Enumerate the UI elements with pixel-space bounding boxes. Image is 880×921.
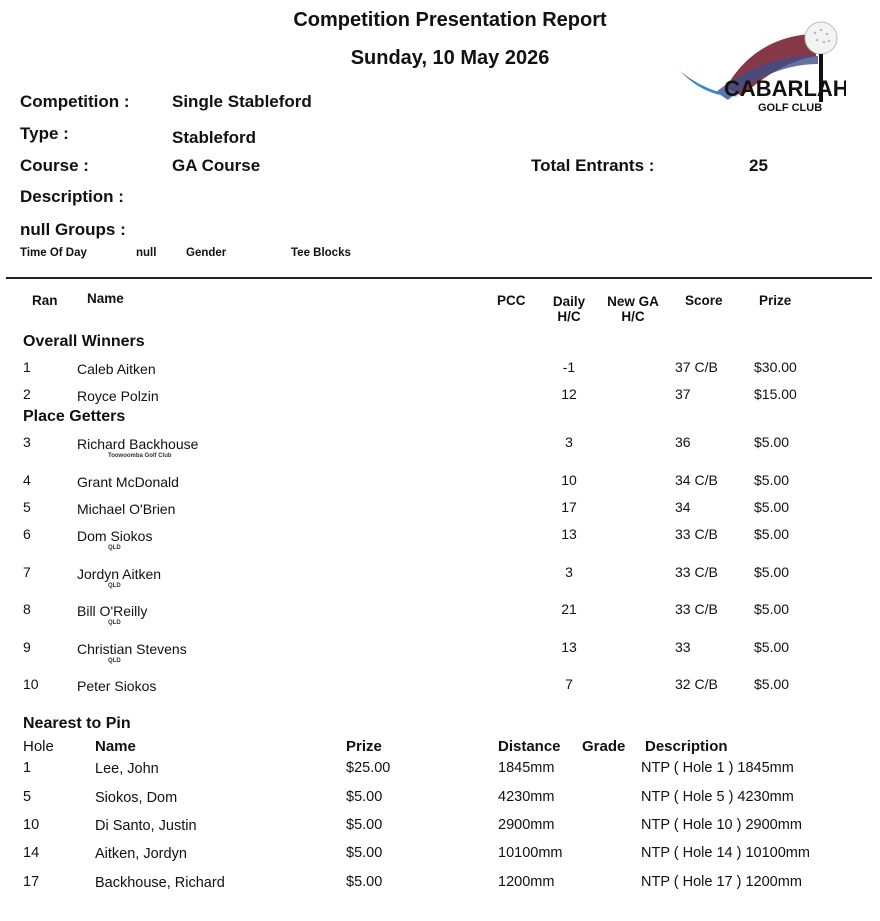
daily-hc-cell: 3	[565, 434, 573, 450]
prize-cell: $5.00	[754, 472, 790, 488]
club-subtext: Toowoomba Golf Club	[108, 453, 172, 459]
daily-hc-cell: 21	[561, 601, 577, 617]
ntp-distance-cell: 10100mm	[498, 845, 563, 861]
score-cell: 33 C/B	[675, 601, 718, 617]
ntp-prize-cell: $5.00	[346, 817, 383, 833]
col-pcc: PCC	[497, 293, 526, 308]
ntp-hole-cell: 1	[23, 760, 32, 776]
name-cell: Dom Siokos	[77, 528, 153, 544]
prize-cell: $30.00	[754, 359, 797, 375]
ntp-prize-cell: $25.00	[346, 760, 391, 776]
club-logo	[676, 16, 846, 116]
ntp-name-cell: Aitken, Jordyn	[95, 846, 187, 862]
course-value: GA Course	[172, 156, 261, 175]
rank-cell: 10	[23, 676, 39, 692]
daily-hc-cell: 3	[565, 564, 573, 580]
daily-hc-cell: 17	[561, 499, 577, 515]
name-cell: Bill O'Reilly	[77, 603, 148, 619]
groups-label: null Groups :	[20, 220, 126, 239]
ntp-hole-cell: 14	[23, 845, 40, 861]
ntp-hole-cell: 5	[23, 789, 32, 805]
prize-cell: $5.00	[754, 434, 790, 450]
rank-cell: 6	[23, 526, 31, 542]
section-nearest-to-pin: Nearest to Pin	[23, 715, 131, 732]
rank-cell: 9	[23, 639, 31, 655]
ntp-name-cell: Di Santo, Justin	[95, 818, 197, 834]
ntp-distance-cell: 2900mm	[498, 817, 555, 833]
ntp-col-hole: Hole	[23, 738, 54, 755]
score-cell: 33 C/B	[675, 564, 718, 580]
name-cell: Richard Backhouse	[77, 436, 199, 452]
ntp-prize-cell: $5.00	[346, 789, 383, 805]
col-prize: Prize	[759, 293, 792, 308]
rank-cell: 8	[23, 601, 31, 617]
logo-subtext: GOLF CLUB	[758, 102, 823, 114]
ntp-distance-cell: 1200mm	[498, 874, 555, 890]
ntp-col-description: Description	[645, 738, 728, 755]
club-subtext: QLD	[108, 583, 121, 589]
club-subtext: QLD	[108, 658, 121, 664]
col-name: Name	[87, 291, 124, 306]
score-cell: 33	[675, 639, 691, 655]
score-cell: 36	[675, 434, 691, 450]
prize-cell: $5.00	[754, 564, 790, 580]
ntp-hole-cell: 10	[23, 817, 40, 833]
col-score: Score	[685, 293, 723, 308]
name-cell: Michael O'Brien	[77, 501, 176, 517]
entrants-value: 25	[749, 156, 768, 175]
col-daily: Daily H/C	[552, 294, 586, 324]
ntp-description-cell: NTP ( Hole 5 ) 4230mm	[641, 789, 794, 805]
ntp-col-distance: Distance	[498, 738, 561, 755]
name-cell: Christian Stevens	[77, 641, 187, 657]
col-new-ga: New GA H/C	[607, 294, 659, 324]
course-label: Course :	[20, 156, 89, 175]
ntp-col-grade: Grade	[582, 738, 626, 755]
ntp-description-cell: NTP ( Hole 1 ) 1845mm	[641, 760, 794, 776]
section-place-getters: Place Getters	[23, 408, 126, 425]
daily-hc-cell: -1	[562, 359, 576, 375]
rank-cell: 1	[23, 359, 31, 375]
ntp-description-cell: NTP ( Hole 10 ) 2900mm	[641, 817, 802, 833]
score-cell: 33 C/B	[675, 526, 718, 542]
score-cell: 37	[675, 386, 691, 402]
ntp-hole-cell: 17	[23, 874, 40, 890]
type-value: Stableford	[172, 128, 257, 147]
daily-hc-cell: 7	[565, 676, 573, 692]
daily-hc-cell: 13	[561, 639, 577, 655]
type-label: Type :	[20, 124, 69, 143]
name-cell: Caleb Aitken	[77, 361, 156, 377]
ntp-col-name: Name	[95, 738, 136, 755]
name-cell: Peter Siokos	[77, 678, 157, 694]
club-subtext: QLD	[108, 620, 121, 626]
ntp-prize-cell: $5.00	[346, 874, 383, 890]
ntp-description-cell: NTP ( Hole 17 ) 1200mm	[641, 874, 802, 890]
ntp-prize-cell: $5.00	[346, 845, 383, 861]
rank-cell: 4	[23, 472, 31, 488]
ntp-distance-cell: 1845mm	[498, 760, 555, 776]
gender-label: Gender	[186, 247, 227, 259]
rank-cell: 7	[23, 564, 31, 580]
score-cell: 37 C/B	[675, 359, 718, 375]
prize-cell: $15.00	[754, 386, 797, 402]
section-overall-winners: Overall Winners	[23, 333, 145, 350]
prize-cell: $5.00	[754, 601, 790, 617]
daily-hc-cell: 10	[561, 472, 577, 488]
club-subtext: QLD	[108, 545, 121, 551]
name-cell: Royce Polzin	[77, 388, 159, 404]
rank-cell: 3	[23, 434, 31, 450]
description-label: Description :	[20, 187, 124, 206]
logo-text: CABARLAH	[724, 76, 846, 101]
prize-cell: $5.00	[754, 526, 790, 542]
entrants-label: Total Entrants :	[531, 156, 655, 175]
ntp-col-prize: Prize	[346, 738, 382, 755]
prize-cell: $5.00	[754, 499, 790, 515]
report-date: Sunday, 10 May 2026	[350, 47, 550, 69]
col-rank: Ran	[32, 293, 58, 308]
daily-hc-cell: 13	[561, 526, 577, 542]
competition-label: Competition :	[20, 92, 130, 111]
name-cell: Jordyn Aitken	[77, 566, 162, 582]
daily-hc-cell: 12	[561, 386, 577, 402]
competition-value: Single Stableford	[172, 92, 312, 111]
time-of-day-label: Time Of Day	[20, 247, 87, 259]
ntp-name-cell: Backhouse, Richard	[95, 875, 225, 891]
ntp-description-cell: NTP ( Hole 14 ) 10100mm	[641, 845, 810, 861]
divider-line	[6, 277, 872, 279]
ntp-name-cell: Lee, John	[95, 761, 159, 777]
ntp-distance-cell: 4230mm	[498, 789, 555, 805]
name-cell: Grant McDonald	[77, 474, 179, 490]
rank-cell: 5	[23, 499, 31, 515]
time-of-day-value: null	[136, 247, 157, 259]
score-cell: 32 C/B	[675, 676, 718, 692]
rank-cell: 2	[23, 386, 31, 402]
tee-blocks-label: Tee Blocks	[291, 247, 351, 259]
prize-cell: $5.00	[754, 639, 790, 655]
score-cell: 34 C/B	[675, 472, 718, 488]
score-cell: 34	[675, 499, 691, 515]
ntp-name-cell: Siokos, Dom	[95, 790, 178, 806]
prize-cell: $5.00	[754, 676, 790, 692]
report-title: Competition Presentation Report	[293, 9, 607, 31]
